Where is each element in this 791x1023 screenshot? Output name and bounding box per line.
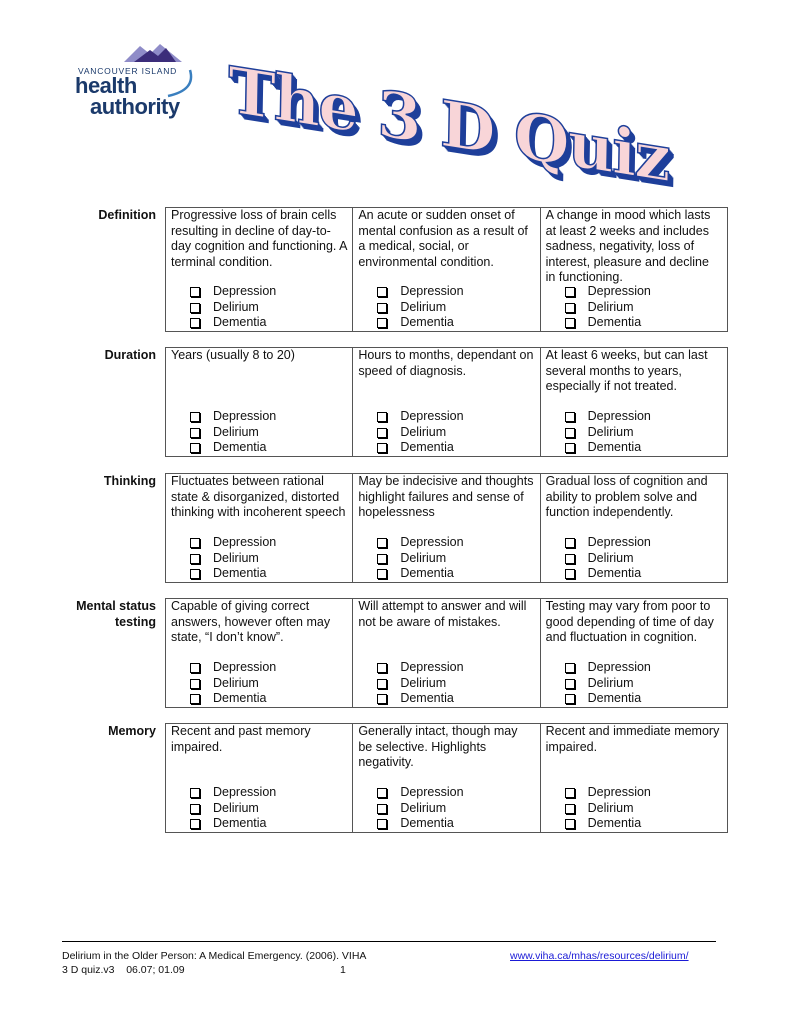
footer-divider [62, 941, 716, 942]
option-list [190, 535, 276, 582]
option-dementia[interactable]: Dementia [377, 691, 463, 707]
checkbox-icon[interactable] [377, 819, 387, 829]
option-delirium[interactable]: Delirium [190, 300, 276, 316]
option-dementia[interactable]: Dementia [565, 816, 651, 832]
option-dementia[interactable]: Dementia [377, 816, 463, 832]
answer-cell [166, 474, 352, 582]
answer-cell [352, 348, 539, 456]
option-depression[interactable]: Depression [190, 535, 276, 551]
answer-cell [540, 724, 727, 832]
cell-description: Progressive loss of brain cells resulting in decline of day-to-day cognition and functioning. A terminal condition. [171, 208, 347, 269]
cell-description: At least 6 weeks, but can last several months to years, especially if not treated. [545, 348, 708, 394]
checkbox-icon[interactable] [565, 569, 575, 579]
answer-grid [165, 723, 728, 833]
checkbox-icon[interactable] [565, 679, 575, 689]
checkbox-icon[interactable] [377, 554, 387, 564]
checkbox-icon[interactable] [565, 428, 575, 438]
answer-cell [540, 474, 727, 582]
checkbox-icon[interactable] [377, 804, 387, 814]
option-depression[interactable]: Depression [565, 785, 651, 801]
checkbox-icon[interactable] [190, 804, 200, 814]
checkbox-icon[interactable] [565, 287, 575, 297]
checkbox-icon[interactable] [190, 569, 200, 579]
cell-description: Capable of giving correct answers, however often may state, “I don’t know”. [171, 599, 331, 645]
checkbox-icon[interactable] [377, 694, 387, 704]
option-list [565, 409, 651, 456]
option-delirium[interactable]: Delirium [565, 551, 651, 567]
row-label: Mental status testing [76, 599, 156, 629]
option-dementia[interactable]: Dementia [377, 440, 463, 456]
option-depression[interactable]: Depression [377, 535, 463, 551]
cell-description: Recent and immediate memory impaired. [545, 724, 720, 754]
checkbox-icon[interactable] [565, 804, 575, 814]
option-depression[interactable]: Depression [565, 409, 651, 425]
option-list [377, 535, 463, 582]
checkbox-icon[interactable] [565, 694, 575, 704]
answer-cell [166, 599, 352, 707]
quiz-row-definition [60, 207, 728, 332]
cell-description: Hours to months, dependant on speed of diagnosis. [358, 348, 534, 378]
checkbox-icon[interactable] [190, 788, 200, 798]
checkbox-icon[interactable] [377, 303, 387, 313]
checkbox-icon[interactable] [190, 412, 200, 422]
checkbox-icon[interactable] [565, 538, 575, 548]
option-delirium[interactable]: Delirium [190, 551, 276, 567]
checkbox-icon[interactable] [377, 569, 387, 579]
checkbox-icon[interactable] [190, 318, 200, 328]
option-depression[interactable]: Depression [565, 284, 651, 300]
checkbox-icon[interactable] [190, 443, 200, 453]
cell-description: Generally intact, though may be selective. Highlights negativity. [358, 724, 518, 770]
option-delirium[interactable]: Delirium [565, 425, 651, 441]
cell-description: Years (usually 8 to 20) [171, 348, 295, 362]
option-depression[interactable]: Depression [190, 409, 276, 425]
checkbox-icon[interactable] [377, 428, 387, 438]
checkbox-icon[interactable] [565, 443, 575, 453]
option-depression[interactable]: Depression [377, 284, 463, 300]
cell-description: Will attempt to answer and will not be aware of mistakes. [358, 599, 527, 629]
option-dementia[interactable]: Dementia [190, 440, 276, 456]
option-list [377, 284, 463, 331]
viha-logo [72, 40, 202, 120]
answer-cell [166, 724, 352, 832]
option-delirium[interactable]: Delirium [565, 300, 651, 316]
checkbox-icon[interactable] [565, 819, 575, 829]
option-depression[interactable]: Depression [377, 409, 463, 425]
option-list [190, 284, 276, 331]
option-dementia[interactable]: Dementia [377, 315, 463, 331]
row-label: Thinking [103, 474, 156, 488]
option-depression[interactable]: Depression [377, 660, 463, 676]
checkbox-icon[interactable] [190, 287, 200, 297]
option-depression[interactable]: Depression [565, 660, 651, 676]
checkbox-icon[interactable] [565, 663, 575, 673]
logo-org-name: VANCOUVER ISLAND [78, 66, 178, 76]
option-list [565, 660, 651, 707]
checkbox-icon[interactable] [190, 679, 200, 689]
checkbox-icon[interactable] [190, 303, 200, 313]
option-list [190, 785, 276, 832]
option-list [190, 409, 276, 456]
option-list [377, 409, 463, 456]
cell-description: Fluctuates between rational state & disorganized, distorted thinking with incoherent speech [171, 474, 346, 520]
page-title: The 3 D Quiz [227, 52, 670, 198]
option-dementia[interactable]: Dementia [377, 566, 463, 582]
row-label: Memory [108, 724, 156, 738]
answer-cell [540, 208, 727, 331]
answer-cell [352, 208, 539, 331]
answer-grid [165, 347, 728, 457]
quiz-row-duration [60, 347, 728, 457]
checkbox-icon[interactable] [190, 663, 200, 673]
option-delirium[interactable]: Delirium [565, 676, 651, 692]
checkbox-icon[interactable] [377, 443, 387, 453]
option-dementia[interactable]: Dementia [565, 315, 651, 331]
footer-url-container [510, 950, 689, 963]
quiz-row-mental-status-testing [60, 598, 728, 708]
option-dementia[interactable]: Dementia [190, 691, 276, 707]
answer-cell [540, 348, 727, 456]
checkbox-icon[interactable] [190, 554, 200, 564]
quiz-row-thinking [60, 473, 728, 583]
logo-word-health: health [75, 73, 137, 98]
option-depression[interactable]: Depression [190, 660, 276, 676]
cell-description: An acute or sudden onset of mental confusion as a result of a medical, social, or environmental condition. [358, 208, 528, 269]
checkbox-icon[interactable] [377, 663, 387, 673]
option-dementia[interactable]: Dementia [565, 566, 651, 582]
page-number: 1 [340, 964, 346, 976]
checkbox-icon[interactable] [565, 303, 575, 313]
checkbox-icon[interactable] [565, 788, 575, 798]
answer-grid [165, 207, 728, 332]
checkbox-icon[interactable] [190, 428, 200, 438]
option-delirium[interactable]: Delirium [190, 676, 276, 692]
cell-description: A change in mood which lasts at least 2 weeks and includes sadness, negativity, loss of interest, pleasure and decline in functioning. [545, 208, 711, 285]
option-depression[interactable]: Depression [190, 785, 276, 801]
row-label: Definition [98, 208, 156, 222]
option-dementia[interactable]: Dementia [190, 816, 276, 832]
answer-cell [352, 599, 539, 707]
option-list [565, 284, 651, 331]
quiz-row-memory [60, 723, 728, 833]
answer-cell [540, 599, 727, 707]
option-delirium[interactable]: Delirium [565, 801, 651, 817]
option-delirium[interactable]: Delirium [377, 551, 463, 567]
checkbox-icon[interactable] [565, 412, 575, 422]
answer-grid [165, 598, 728, 708]
checkbox-icon[interactable] [377, 538, 387, 548]
option-depression[interactable]: Depression [565, 535, 651, 551]
checkbox-icon[interactable] [377, 287, 387, 297]
checkbox-icon[interactable] [190, 819, 200, 829]
footer-citation: Delirium in the Older Person: A Medical Emergency. (2006). VIHA [62, 950, 367, 962]
answer-grid [165, 473, 728, 583]
answer-cell [166, 208, 352, 331]
option-delirium[interactable]: Delirium [190, 801, 276, 817]
checkbox-icon[interactable] [377, 318, 387, 328]
logo-word-authority: authority [90, 94, 180, 119]
cell-description: May be indecisive and thoughts highlight failures and sense of hopelessness [358, 474, 534, 520]
option-dementia[interactable]: Dementia [190, 315, 276, 331]
checkbox-icon[interactable] [190, 538, 200, 548]
footer-version: 3 D quiz.v3 06.07; 01.09 [62, 964, 185, 976]
option-dementia[interactable]: Dementia [565, 691, 651, 707]
checkbox-icon[interactable] [377, 412, 387, 422]
option-delirium[interactable]: Delirium [377, 676, 463, 692]
option-delirium[interactable]: Delirium [377, 425, 463, 441]
option-dementia[interactable]: Dementia [190, 566, 276, 582]
answer-cell [352, 474, 539, 582]
checkbox-icon[interactable] [565, 318, 575, 328]
option-list [565, 785, 651, 832]
option-depression[interactable]: Depression [190, 284, 276, 300]
option-delirium[interactable]: Delirium [190, 425, 276, 441]
option-list [377, 660, 463, 707]
footer-url-link[interactable]: www.viha.ca/mhas/resources/delirium/ [510, 950, 689, 962]
checkbox-icon[interactable] [377, 788, 387, 798]
answer-cell [352, 724, 539, 832]
option-list [377, 785, 463, 832]
answer-cell [166, 348, 352, 456]
checkbox-icon[interactable] [565, 554, 575, 564]
row-label: Duration [104, 348, 156, 362]
cell-description: Gradual loss of cognition and ability to problem solve and function independently. [545, 474, 708, 520]
checkbox-icon[interactable] [377, 679, 387, 689]
option-list [190, 660, 276, 707]
checkbox-icon[interactable] [190, 694, 200, 704]
option-delirium[interactable]: Delirium [377, 300, 463, 316]
option-delirium[interactable]: Delirium [377, 801, 463, 817]
option-dementia[interactable]: Dementia [565, 440, 651, 456]
option-depression[interactable]: Depression [377, 785, 463, 801]
option-list [565, 535, 651, 582]
cell-description: Recent and past memory impaired. [171, 724, 311, 754]
cell-description: Testing may vary from poor to good depending of time of day and fluctuation in cognition. [545, 599, 714, 645]
